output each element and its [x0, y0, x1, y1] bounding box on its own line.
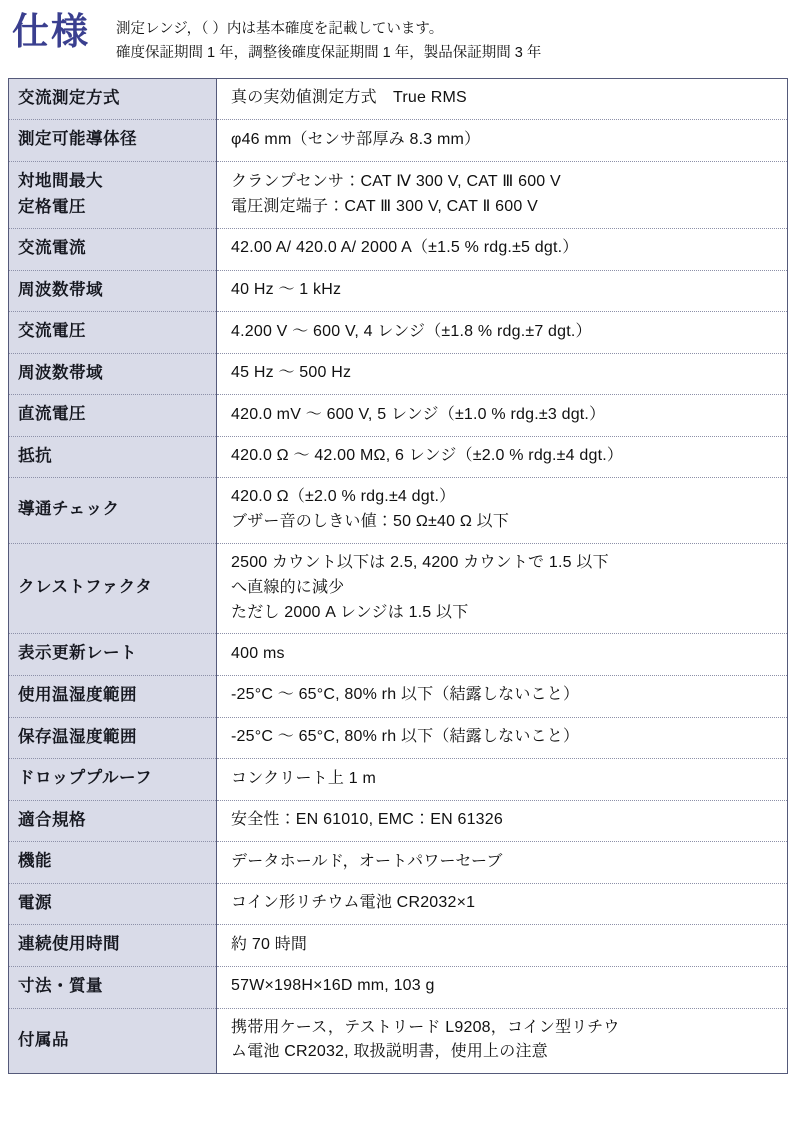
row-value: -25°C 〜 65°C, 80% rh 以下（結露しないこと） — [217, 717, 788, 759]
row-label: 使用温湿度範囲 — [9, 676, 217, 718]
row-label: 表示更新レート — [9, 634, 217, 676]
table-row — [9, 842, 788, 884]
table-row — [9, 634, 788, 676]
table-row — [9, 966, 788, 1008]
table-row — [9, 759, 788, 801]
row-label: クレストファクタ — [9, 544, 217, 634]
table-row — [9, 800, 788, 842]
table-row — [9, 229, 788, 271]
table-row — [9, 120, 788, 162]
table-row — [9, 676, 788, 718]
row-value: 真の実効値測定方式 True RMS — [217, 78, 788, 120]
row-value: コイン形リチウム電池 CR2032×1 — [217, 883, 788, 925]
row-label: 対地間最大 定格電圧 — [9, 161, 217, 228]
row-label: 交流電流 — [9, 229, 217, 271]
row-value: 約 70 時間 — [217, 925, 788, 967]
row-label: 導通チェック — [9, 478, 217, 544]
row-label: 交流電圧 — [9, 312, 217, 354]
row-label: ドロッププルーフ — [9, 759, 217, 801]
row-label: 連続使用時間 — [9, 925, 217, 967]
row-label: 交流測定方式 — [9, 78, 217, 120]
table-row — [9, 544, 788, 634]
row-label: 抵抗 — [9, 436, 217, 478]
row-value: 42.00 A/ 420.0 A/ 2000 A（±1.5 % rdg.±5 dgt.） — [217, 229, 788, 271]
table-row — [9, 395, 788, 437]
row-label: 電源 — [9, 883, 217, 925]
row-label: 周波数帯域 — [9, 353, 217, 395]
specification-table — [8, 78, 788, 1074]
row-value: 40 Hz 〜 1 kHz — [217, 270, 788, 312]
row-label: 付属品 — [9, 1008, 217, 1074]
header-note-2: 確度保証期間 1 年，調整後確度保証期間 1 年，製品保証期間 3 年 — [116, 44, 542, 61]
page-header — [0, 0, 796, 66]
table-row — [9, 312, 788, 354]
row-value: 携帯用ケース，テストリード L9208，コイン型リチウ ム電池 CR2032, 取扱説明書，使用上の注意 — [217, 1008, 788, 1074]
header-note-1: 測定レンジ，（ ）内は基本確度を記載しています。 — [116, 21, 444, 37]
table-row — [9, 436, 788, 478]
table-row — [9, 883, 788, 925]
row-value: データホールド，オートパワーセーブ — [217, 842, 788, 884]
row-label: 保存温湿度範囲 — [9, 717, 217, 759]
table-row — [9, 161, 788, 228]
row-value: 420.0 Ω（±2.0 % rdg.±4 dgt.） ブザー音のしきい値：50 Ω±40 Ω 以下 — [217, 478, 788, 544]
row-label: 直流電圧 — [9, 395, 217, 437]
table-row — [9, 1008, 788, 1074]
row-value: コンクリート上 1 m — [217, 759, 788, 801]
row-label: 測定可能導体径 — [9, 120, 217, 162]
row-value: 2500 カウント以下は 2.5, 4200 カウントで 1.5 以下 へ直線的に減少 ただし 2000 A レンジは 1.5 以下 — [217, 544, 788, 634]
row-value: 45 Hz 〜 500 Hz — [217, 353, 788, 395]
row-value: 420.0 Ω 〜 42.00 MΩ, 6 レンジ（±2.0 % rdg.±4 dgt.） — [217, 436, 788, 478]
row-value: 安全性：EN 61010, EMC：EN 61326 — [217, 800, 788, 842]
table-row — [9, 353, 788, 395]
specification-table-body — [9, 78, 788, 1073]
row-value: -25°C 〜 65°C, 80% rh 以下（結露しないこと） — [217, 676, 788, 718]
table-row — [9, 78, 788, 120]
row-label: 適合規格 — [9, 800, 217, 842]
row-label: 寸法・質量 — [9, 966, 217, 1008]
row-value: 57W×198H×16D mm, 103 g — [217, 966, 788, 1008]
row-value: 4.200 V 〜 600 V, 4 レンジ（±1.8 % rdg.±7 dgt.） — [217, 312, 788, 354]
page-title: 仕様 — [12, 11, 90, 52]
row-label: 機能 — [9, 842, 217, 884]
table-row — [9, 717, 788, 759]
row-value: 400 ms — [217, 634, 788, 676]
row-label: 周波数帯域 — [9, 270, 217, 312]
row-value: φ46 mm（センサ部厚み 8.3 mm） — [217, 120, 788, 162]
row-value: 420.0 mV 〜 600 V, 5 レンジ（±1.0 % rdg.±3 dgt.） — [217, 395, 788, 437]
table-row — [9, 925, 788, 967]
table-row — [9, 478, 788, 544]
table-row — [9, 270, 788, 312]
header-notes — [116, 18, 541, 66]
row-value: クランプセンサ：CAT Ⅳ 300 V, CAT Ⅲ 600 V 電圧測定端子：CAT Ⅲ 300 V, CAT Ⅱ 600 V — [217, 161, 788, 228]
